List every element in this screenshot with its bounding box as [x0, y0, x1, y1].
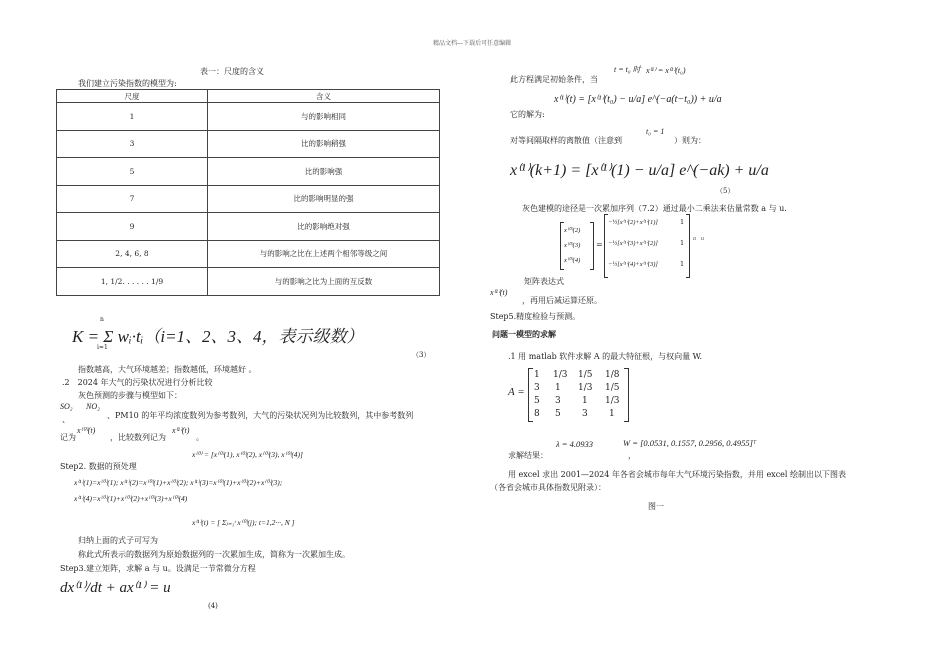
paragraph: ）则为： — [674, 136, 706, 145]
table-row — [57, 158, 440, 186]
page-header: 精品文档---下载后可任意编辑 — [433, 40, 512, 47]
discrete-solution: x⁽¹⁾(k+1) = [x⁽¹⁾(1) − u/a] e^(−ak) + u/a — [510, 162, 769, 179]
x1-symbol: x⁽¹⁾(t) — [490, 288, 508, 297]
ode-equation: dx⁽¹⁾/dt + ax⁽¹⁾ = u — [60, 580, 171, 596]
paragraph: 、PM10 的年平均浓度数列为参考数列，大气的污染状况列为比较数列，其中参考数列 — [107, 411, 414, 420]
paragraph: 对等间隔取样的离散值（注意到 — [510, 136, 622, 145]
meaning-cell: 比的影响稍强 — [208, 130, 440, 158]
matrix-cell: 1/8 — [605, 370, 620, 380]
paragraph: ，比较数列记为 — [110, 433, 166, 442]
step5-heading: Step5.精度检验与预测。 — [490, 312, 581, 321]
right-bracket — [590, 222, 594, 270]
matrix-cell: 1 — [555, 383, 561, 393]
matrix-cell: 3 — [582, 409, 588, 419]
matrix-cell: 1/5 — [605, 383, 620, 393]
general-solution: x⁽¹⁾(t) = [x⁽¹⁾(t₀) − u/a] e^(−a(t−t₀)) + u/a — [554, 94, 722, 105]
table-row — [57, 103, 440, 131]
equation-number-3: （3） — [412, 351, 431, 359]
no2-symbol: NO₂ — [86, 402, 100, 411]
scale-cell: 7 — [57, 185, 208, 213]
equation-number-4: (4) — [208, 602, 218, 610]
sum-upper-limit: n — [100, 316, 104, 323]
right-bracket — [624, 368, 629, 422]
right-bracket — [686, 214, 690, 278]
matrix-entry-u: u — [701, 236, 704, 242]
matrix-entry: x⁽⁰⁾(3) — [564, 242, 581, 249]
table-row — [57, 130, 440, 158]
scale-cell: 3 — [57, 130, 208, 158]
paragraph: 灰色建模的途径是一次累加序列（7.2）通过最小二乘法来估量常数 a 与 u. — [522, 204, 787, 213]
equation-number-5: （5） — [716, 187, 735, 195]
paragraph: 求解结果： — [508, 451, 548, 460]
meaning-cell: 比的影响绝对强 — [208, 213, 440, 241]
matrix-cell: 1/5 — [578, 370, 593, 380]
t0-value: t₀ = 1 — [646, 127, 665, 136]
table-row — [57, 213, 440, 241]
matrix-entry: 1 — [680, 239, 685, 247]
matrix-entry: 1 — [680, 218, 685, 226]
accumulation-general: x⁽¹⁾(t) = [ Σⱼ₌₁ᵗ x⁽⁰⁾(j); t=1,2···, N ] — [192, 518, 295, 527]
matrix-cell: 5 — [534, 396, 540, 406]
lambda-max: λ = 4.0933 — [556, 439, 594, 449]
matrix-entry: x⁽⁰⁾(2) — [564, 227, 581, 234]
so2-symbol: SO₂ — [60, 402, 73, 411]
matrix-cell: 1 — [582, 396, 588, 406]
paragraph: 用 excel 求出 2001—2024 年各省会城市每年大气环境污染指数，并用 excel 绘制出以下图表 — [508, 470, 847, 479]
paragraph: .1 用 matlab 软件求解 A 的最大特征根，与权向量 W. — [508, 352, 703, 361]
step2-heading: Step2. 数据的预处理 — [60, 462, 137, 471]
paragraph: 灰色预测的步骤与模型如下： — [78, 391, 182, 400]
reference-series-symbol: x⁽⁰⁾(t) — [77, 426, 96, 435]
meaning-cell: 比的影响明显的强 — [208, 185, 440, 213]
x0-sequence: x⁽⁰⁾ = [x⁽⁰⁾(1), x⁽⁰⁾(2), x⁽⁰⁾(3), x⁽⁰⁾(4)] — [192, 450, 303, 459]
scale-cell: 9 — [57, 213, 208, 241]
paragraph: 矩阵表达式 — [524, 277, 564, 286]
matrix-cell: 1 — [534, 370, 540, 380]
matrix-cell: 1 — [609, 409, 615, 419]
table-title: 表一：尺度的含义 — [200, 67, 264, 76]
figure-caption: 图一 — [648, 502, 664, 511]
paragraph: （各省会城市具体指数见附录）： — [490, 483, 606, 492]
table-row — [57, 240, 440, 268]
matrix-entry: x⁽⁰⁾(4) — [564, 257, 581, 264]
scale-cell: 5 — [57, 158, 208, 186]
meaning-cell: 与的影响相同 — [208, 103, 440, 131]
comparison-series-symbol: x⁽¹⁾(t) — [172, 426, 190, 435]
matrix-cell: 3 — [555, 396, 561, 406]
matrix-entry: −½[x⁽¹⁾(2)+x⁽¹⁾(1)] — [608, 219, 658, 226]
paragraph-prefix: 记为 — [60, 433, 76, 442]
meaning-cell: 比的影响强 — [208, 158, 440, 186]
table-header-row — [57, 90, 440, 103]
section-heading: 问题一模型的求解 — [492, 330, 556, 339]
weight-vector: W = [0.0531, 0.1557, 0.2956, 0.4955]ᵀ — [623, 438, 757, 448]
left-bracket — [528, 368, 533, 422]
formula-k: K = Σ wᵢ·tᵢ（i=1、2、3、4，表示级数） — [72, 327, 364, 346]
sum-lower-limit: i=1 — [97, 344, 108, 351]
table-row — [57, 268, 440, 296]
matrix-cell: 1/3 — [605, 396, 620, 406]
initial-condition-t: t = t₀ 时 — [614, 65, 641, 74]
accumulation-line-2: x⁽¹⁾(4)=x⁽⁰⁾(1)+x⁽⁰⁾(2)+x⁽⁰⁾(3)+x⁽⁰⁾(4) — [74, 494, 188, 503]
meaning-cell: 与的影响之比在上述两个相邻等级之间 — [208, 240, 440, 268]
step3-heading: Step3.建立矩阵，求解 a 与 u。设满足一节常微分方程 — [60, 564, 256, 573]
matrix-cell: 8 — [534, 409, 540, 419]
accumulation-line-1: x⁽¹⁾(1)=x⁽⁰⁾(1); x⁽¹⁾(2)=x⁽⁰⁾(1)+x⁽⁰⁾(2); x⁽¹⁾(3)=x⁽⁰⁾(1)+x⁽⁰⁾(2)+x⁽⁰⁾(3); — [74, 478, 283, 487]
paragraph: 归纳上面的式子可写为 — [78, 536, 158, 545]
paragraph: 指数越高，大气环境越差；指数越低，环境越好 。 — [78, 365, 257, 374]
matrix-cell: 1/3 — [553, 370, 568, 380]
matrix-entry: 1 — [680, 260, 685, 268]
table-intro: 我们建立污染指数的模型为: — [78, 79, 177, 88]
scale-cell: 2, 4, 6, 8 — [57, 240, 208, 268]
matrix-cell: 3 — [534, 383, 540, 393]
section-heading: .2 2024 年大气的污染状况进行分析比较 — [62, 378, 213, 387]
matrix-entry: −½[x⁽¹⁾(4)+x⁽¹⁾(3)] — [608, 261, 658, 268]
scale-table — [56, 89, 440, 296]
table-header-cell: 含义 — [208, 90, 440, 103]
table-row — [57, 185, 440, 213]
scale-cell: 1 — [57, 103, 208, 131]
meaning-cell: 与的影响之比为上面的互反数 — [208, 268, 440, 296]
table-header-cell: 尺度 — [57, 90, 208, 103]
paragraph: ，再用后减运算还原。 — [522, 296, 602, 305]
paragraph: 它的解为: — [510, 110, 545, 119]
matrix-entry: −½[x⁽¹⁾(3)+x⁽¹⁾(2)] — [608, 240, 658, 247]
separator: 、 — [62, 415, 70, 424]
matrix-entry-a: a — [693, 236, 696, 242]
matrix-a-label: A = — [508, 386, 525, 398]
paragraph-end: 。 — [196, 433, 204, 442]
matrix-cell: 5 — [555, 409, 561, 419]
equals-sign: = — [596, 240, 603, 249]
paragraph: 称此式所表示的数据列为原始数据列的一次累加生成，简称为一次累加生成。 — [78, 550, 350, 559]
paragraph-end: ， — [628, 451, 636, 460]
initial-condition-x: x⁽¹⁾ = x⁽¹⁾(t₀) — [646, 66, 686, 75]
paragraph: 此方程满足初始条件，当 — [510, 75, 598, 84]
matrix-cell: 1/3 — [578, 383, 593, 393]
scale-cell: 1, 1/2. . . . . . 1/9 — [57, 268, 208, 296]
